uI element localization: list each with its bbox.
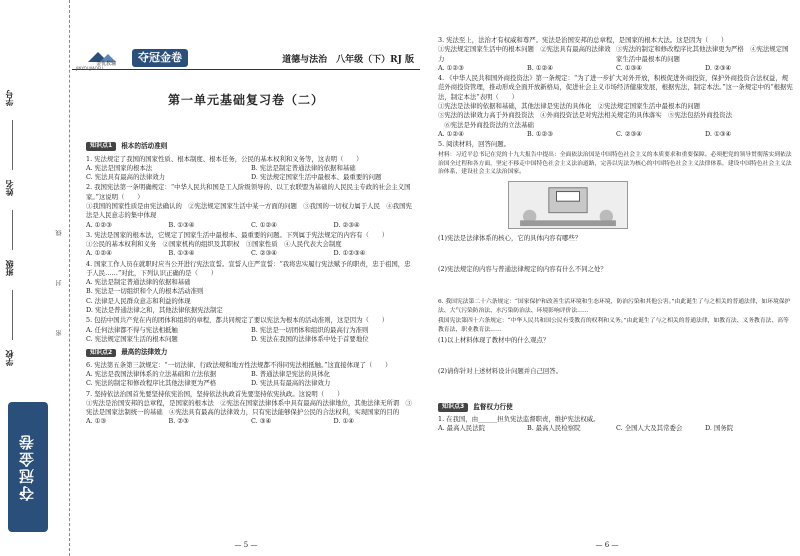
- name-line: [12, 210, 13, 250]
- option-a[interactable]: A. 任何法律都不得与宪法相抵触: [86, 325, 178, 334]
- material-text: 材料：习近平总书记在党的十九大报告中提出：全面依法治国是中国特色社会主义的本质要求和重要保障。必须把党的领导贯彻落实到依法治国全过程和各方面，坚定不移走中国特色社会主义法治道路，完善以宪法为核心的中国特色社会主义法律体系，建设中国特色社会主义法治体系，建设社会主义法治国家。: [438, 152, 792, 176]
- page-title: 第一单元基础复习卷（二）: [167, 93, 324, 107]
- option-a[interactable]: A. 最高人民法院: [438, 424, 486, 433]
- option-a[interactable]: A. ①②③: [438, 63, 464, 72]
- question-stem: 1. 宪法规定了我国的国家性质、根本制度、根本任务，公民的基本权利和义务等，这表明（ ）: [86, 154, 363, 163]
- brand-vertical: [8, 402, 48, 532]
- option-b[interactable]: B. ①③④: [168, 249, 195, 258]
- statement-1: ①宪法规定国家生活中的根本问题 ②宪法具有最高的法律效力: [438, 45, 611, 63]
- question-stem: 3. 宪法是国家的根本法，它规定了国家生活中最根本、最重要的问题。下列属于宪法规定的内容有（ ）: [86, 230, 389, 239]
- option-b[interactable]: B. 普通法律是宪法的具体化: [251, 370, 331, 378]
- sub-question-2: (2)请你针对上述材料设计问题并自己回答。: [438, 367, 563, 376]
- page-number: — 6 —: [595, 540, 619, 549]
- option-c[interactable]: C. ②③④: [616, 129, 642, 138]
- subject-label: 道德与法治 八年级（下）RJ 版: [282, 55, 414, 65]
- brand-title: 夺冠金卷: [132, 49, 188, 67]
- answer-space-2[interactable]: [438, 377, 794, 399]
- kp-title: 监督权力行使: [473, 402, 513, 411]
- statement-2: ③宪法的法律效力高于外商投资法 ④外商投资法是对宪法相关规定的具体落实 ⑤宪法包括外商投资法: [438, 111, 732, 120]
- option-d[interactable]: D. 宪法规定国家生活中最根本、最重要的问题: [251, 173, 382, 182]
- sub-question-2: (2)宪法规定的内容与普通法律规定的内容有什么不同之处？: [438, 265, 607, 274]
- option-a[interactable]: A. 宪法是制定普通法律的依据和基础: [86, 278, 191, 287]
- question-stem: 7. 坚持依法治国首先要坚持依宪治国，坚持依法执政首先要坚持依宪执政。这说明（ ）: [86, 389, 344, 398]
- question-stem: 1. 在我国，由______担负宪法监督职责，维护宪法权威。: [438, 415, 600, 424]
- answer-space-1[interactable]: [438, 243, 794, 265]
- kp-badge: 知识点2: [86, 349, 116, 358]
- answer-space-2[interactable]: [438, 274, 794, 296]
- option-d[interactable]: D. 宪法是普通法律之和，其他法律依据宪法制定: [86, 306, 223, 315]
- question-1: [86, 155, 416, 183]
- option-a[interactable]: A. ①②③: [86, 220, 112, 229]
- option-d[interactable]: D. ①③④: [705, 129, 732, 138]
- question-stem: 5. 阅读材料，回答问题。: [438, 140, 511, 149]
- option-b[interactable]: B. ①②④: [527, 63, 553, 72]
- question-5b: [438, 140, 794, 296]
- number-line: [12, 120, 13, 170]
- answer-space-1[interactable]: [438, 345, 794, 367]
- name-label: 姓名: [4, 180, 14, 196]
- question-stem: 6. 宪法第五条第三款规定：“一切法律、行政法规和地方性法规都不得同宪法相抵触。”这直接体现了（ ）: [86, 360, 392, 369]
- cut-mark-2: 封: [56, 280, 63, 286]
- constitution-illustration: [508, 181, 628, 229]
- question-stem: 2. 我国宪法第一条明确规定：“中华人民共和国是工人阶级领导的、以工农联盟为基础的人民民主专政的社会主义国家。”这说明（ ）: [86, 183, 411, 201]
- knowledge-point-3: [438, 403, 794, 413]
- question-stem: 5. 包括中国共产党在内的团体和组织的章程，都共同规定了要以宪法为根本的活动准则，这是因为（ ）: [86, 316, 389, 325]
- question-6: [86, 361, 416, 389]
- kp-badge: 知识点3: [438, 403, 468, 412]
- knowledge-point-1: [86, 142, 416, 152]
- question-6b: [438, 298, 794, 398]
- question-stem: 4. 《中华人民共和国外商投资法》第一条规定：“为了进一步扩大对外开放，积极促进外商投资，保护外商投资合法权益，规范外商投资管理，推动形成全面开放新格局，促进社会主义市场经济健康发展，根据宪法，制定本法。”这一条规定中的“根据宪法，制定本法”表明（ ）: [438, 74, 793, 101]
- cut-mark-1: 线: [56, 230, 63, 236]
- option-d[interactable]: D. 宪法在我国的法律体系中处于首要地位: [251, 334, 369, 343]
- logo-text: 金优教辅: [95, 61, 117, 66]
- sub-question-1: (1)宪法是法律体系的核心，它的具体内容有哪些？: [438, 233, 582, 242]
- option-a[interactable]: A. 宪法是我国法律体系的立法基础和立法依据: [86, 370, 217, 378]
- question-statements: ①宪法是治国安邦的总章程，是国家的根本法 ②宪法在国家法律体系中具有最高的法律地位，其他法律无所谓 ③宪法是国家法制统一的基础 ④宪法具有最高的法律效力，只有宪法能够保护公民的合法权利，实现国家的目的: [86, 398, 412, 417]
- option-b[interactable]: B. ①②③: [527, 129, 553, 138]
- kp-title: 根本的活动准则: [121, 142, 168, 150]
- page-header: [72, 46, 420, 70]
- statement-3: ⑥宪法是外商投资法的立法基础: [438, 120, 534, 129]
- option-c[interactable]: C. 宪法具有最高的法律效力: [86, 173, 166, 182]
- question-3b: [438, 36, 794, 73]
- option-b[interactable]: B. ①③④: [168, 220, 195, 229]
- question-stem: 3. 宪法至上，法治才有权威和尊严。宪法是治国安邦的总章程，是国家的根本大法。这是因为（ ）: [438, 36, 728, 44]
- option-b[interactable]: B. ②③: [168, 417, 189, 426]
- option-d[interactable]: D. ②③④: [705, 63, 732, 72]
- question-statements: ①公民的基本权利和义务 ②国家机构的组织及其职权 ③国家性质 ④人民代表大会制度: [86, 240, 342, 249]
- binding-strip: [0, 0, 70, 556]
- option-c[interactable]: C. ①②④: [251, 220, 277, 229]
- brand-vertical-text: 夺冠金卷: [18, 433, 37, 501]
- option-c[interactable]: C. ②③④: [251, 249, 277, 258]
- option-b[interactable]: B. 宪法是一切组织和个人的根本活动准则: [86, 287, 204, 296]
- question-4: [86, 260, 416, 316]
- left-content: [86, 138, 416, 428]
- kp-badge: 知识点1: [86, 142, 116, 151]
- option-b[interactable]: B. 最高人民检察院: [527, 424, 581, 433]
- option-c[interactable]: C. 法律是人民群众意志和利益的体现: [86, 296, 191, 305]
- question-stem: 4. 国家工作人员在就职时应当公开进行宪法宣誓。宣誓人庄严宣誓：“我将忠实履行宪法赋予的职责，忠于祖国，忠于人民……”对此，下列认识正确的是（ ）: [86, 259, 411, 277]
- option-c[interactable]: C. ③④: [251, 417, 272, 426]
- page-number: — 5 —: [234, 540, 258, 549]
- question-statements: ①我国的国家性质是由宪法确认的 ②宪法规定国家生活中某一方面的问题 ③我国的一切权力属于人民 ④我国宪法是人民意志的集中体现: [86, 201, 412, 220]
- knowledge-point-2: [86, 348, 416, 358]
- option-c[interactable]: C. 全国人大及其常委会: [616, 424, 683, 433]
- option-d[interactable]: D. ②③④: [333, 220, 360, 229]
- right-content: [438, 36, 794, 435]
- question-2: [86, 183, 416, 229]
- page-left: [72, 0, 420, 556]
- option-b[interactable]: B. 宪法是一切团体和组织的最高行为准则: [251, 325, 369, 334]
- material-text: 我国宪法第四十六条规定：“中华人民共和国公民有受教育的权利和义务。”由此诞生了与之相关的普通法律，如教育法、义务教育法、高等教育法、职业教育法……: [438, 318, 789, 333]
- option-c[interactable]: C. ①③④: [616, 63, 642, 72]
- question-3: [86, 231, 416, 259]
- statement-2: ③宪法的制定和修改程序比其他法律更为严格 ④宪法规定国家生活中最根本的问题: [616, 45, 789, 63]
- logo-subtitle: JINYOUJIAOFU: [76, 66, 104, 71]
- class-line: [12, 290, 13, 340]
- question-stem: 6. 我国宪法第二十六条规定：“国家保护和改善生活环境和生态环境，防治污染和其他公害。”由此诞生了与之相关的普通法律，如环境保护法、大气污染防治法、水污染防治法、环境影响评价法……: [438, 299, 791, 314]
- option-d[interactable]: D. ①②③④: [333, 249, 366, 258]
- option-a[interactable]: A. ①③: [86, 417, 107, 426]
- cut-mark-3: 密: [56, 330, 63, 336]
- question-4b: [438, 74, 794, 139]
- option-a[interactable]: A. 宪法是国家的根本法: [86, 163, 153, 172]
- option-b[interactable]: B. 宪法是制定普通法律的依据和基础: [251, 163, 356, 172]
- option-d[interactable]: D. ①④: [333, 417, 354, 426]
- option-a[interactable]: A. ①②④: [438, 129, 464, 138]
- option-a[interactable]: A. ①②④: [86, 249, 112, 258]
- question-5: [86, 316, 416, 344]
- statement-1: ①宪法是法律的依据和基础，其他法律是宪法的具体化 ②宪法规定国家生活中最根本的问题: [438, 101, 701, 110]
- number-label: 学号: [4, 90, 14, 106]
- kp-title: 最高的法律效力: [121, 348, 168, 357]
- option-d[interactable]: D. 宪法具有最高的法律效力: [251, 379, 331, 388]
- class-label: 班级: [4, 260, 14, 276]
- school-label: 学校: [4, 350, 14, 366]
- option-c[interactable]: C. 宪法规定国家生活的根本问题: [86, 334, 178, 343]
- logo-icon: [86, 48, 128, 66]
- option-c[interactable]: C. 宪法的制定和修改程序比其他法律更为严格: [86, 379, 217, 388]
- sub-question-1: (1)以上材料体现了教材中的什么观点？: [438, 335, 550, 344]
- question-1c: [438, 415, 794, 434]
- option-d[interactable]: D. 国务院: [705, 424, 734, 433]
- question-7: [86, 390, 416, 427]
- page-right: [424, 0, 793, 556]
